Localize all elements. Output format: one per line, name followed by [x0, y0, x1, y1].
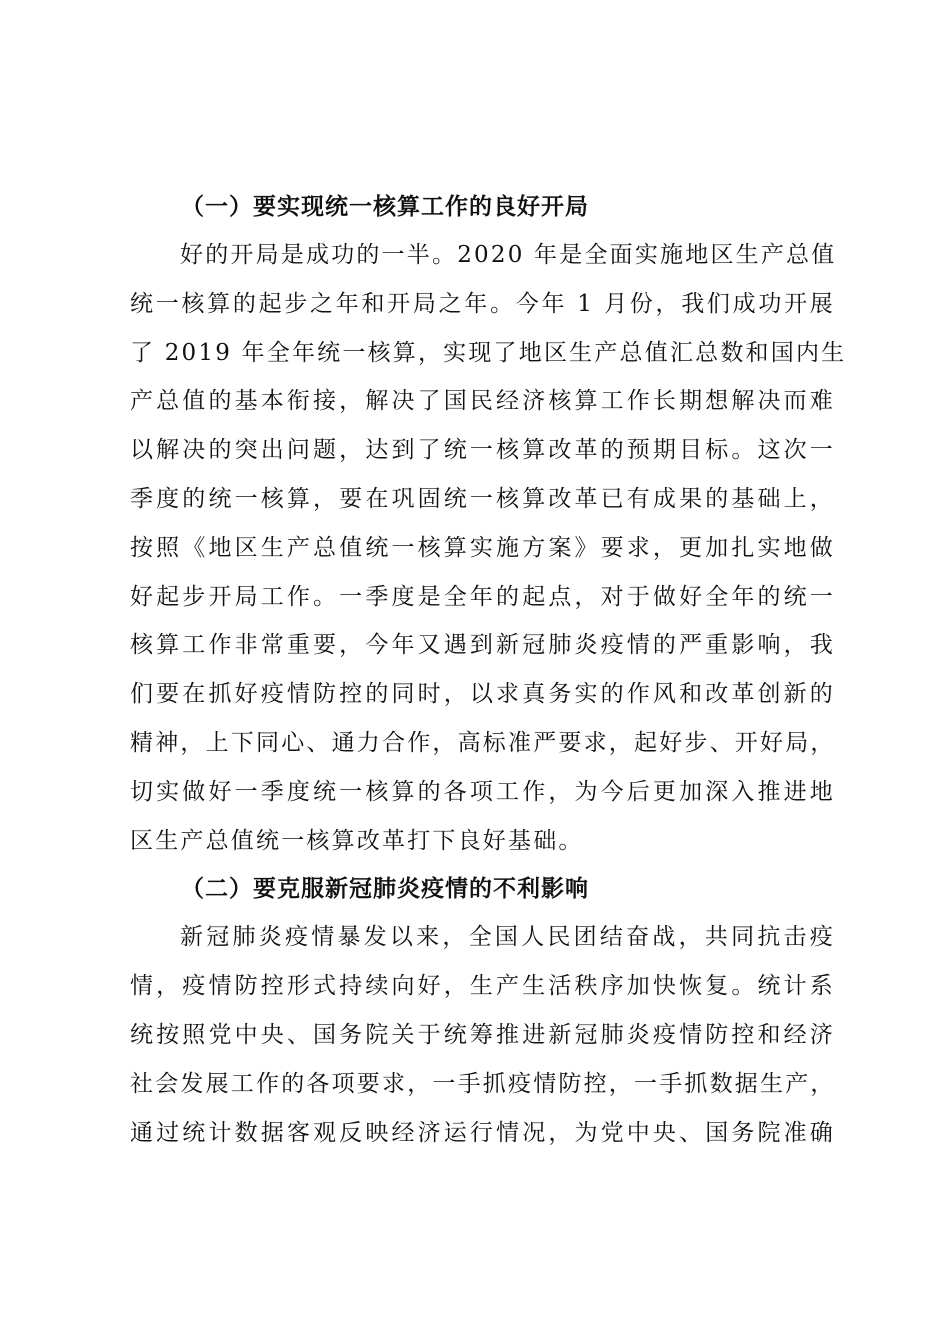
paragraph-line: 新冠肺炎疫情暴发以来，全国人民团结奋战，共同抗击疫: [180, 924, 835, 951]
paragraph-line: 区生产总值统一核算改革打下良好基础。: [130, 827, 584, 854]
section-1-paragraph: [130, 231, 847, 865]
paragraph-line: 好起步开局工作。一季度是全年的起点，对于做好全年的统一: [130, 583, 835, 610]
paragraph-line: 核算工作非常重要，今年又遇到新冠肺炎疫情的严重影响，我: [130, 632, 835, 659]
section-2-paragraph: [130, 913, 835, 1157]
section-heading-1: （一）要实现统一核算工作的良好开局: [181, 193, 589, 220]
paragraph-line: 们要在抓好疫情防控的同时，以求真务实的作风和改革创新的: [130, 681, 835, 708]
paragraph-line: 季度的统一核算，要在巩固统一核算改革已有成果的基础上，: [130, 485, 835, 512]
paragraph-line: 按照《地区生产总值统一核算实施方案》要求，更加扎实地做: [130, 534, 835, 561]
paragraph-line: 切实做好一季度统一核算的各项工作，为今后更加深入推进地: [130, 778, 835, 805]
paragraph-line: 通过统计数据客观反映经济运行情况，为党中央、国务院准确: [130, 1119, 835, 1146]
paragraph-line: 以解决的突出问题，达到了统一核算改革的预期目标。这次一: [130, 437, 835, 464]
document-page: [130, 183, 847, 1157]
paragraph-line: 统一核算的起步之年和开局之年。今年 1 月份，我们成功开展: [130, 290, 835, 317]
paragraph-line: 社会发展工作的各项要求，一手抓疫情防控，一手抓数据生产，: [130, 1070, 836, 1097]
paragraph-line: 产总值的基本衔接，解决了国民经济核算工作长期想解决而难: [130, 388, 835, 415]
paragraph-line: 精神，上下同心、通力合作，高标准严要求，起好步、开好局，: [130, 729, 836, 756]
paragraph-line: 好的开局是成功的一半。2020 年是全面实施地区生产总值: [180, 242, 837, 268]
paragraph-line: 了 2019 年全年统一核算，实现了地区生产总值汇总数和国内生: [130, 339, 847, 366]
paragraph-line: 统按照党中央、国务院关于统筹推进新冠肺炎疫情防控和经济: [130, 1021, 835, 1048]
section-heading-2: （二）要克服新冠肺炎疫情的不利影响: [181, 875, 589, 903]
paragraph-line: 情，疫情防控形式持续向好，生产生活秩序加快恢复。统计系: [130, 973, 835, 1000]
